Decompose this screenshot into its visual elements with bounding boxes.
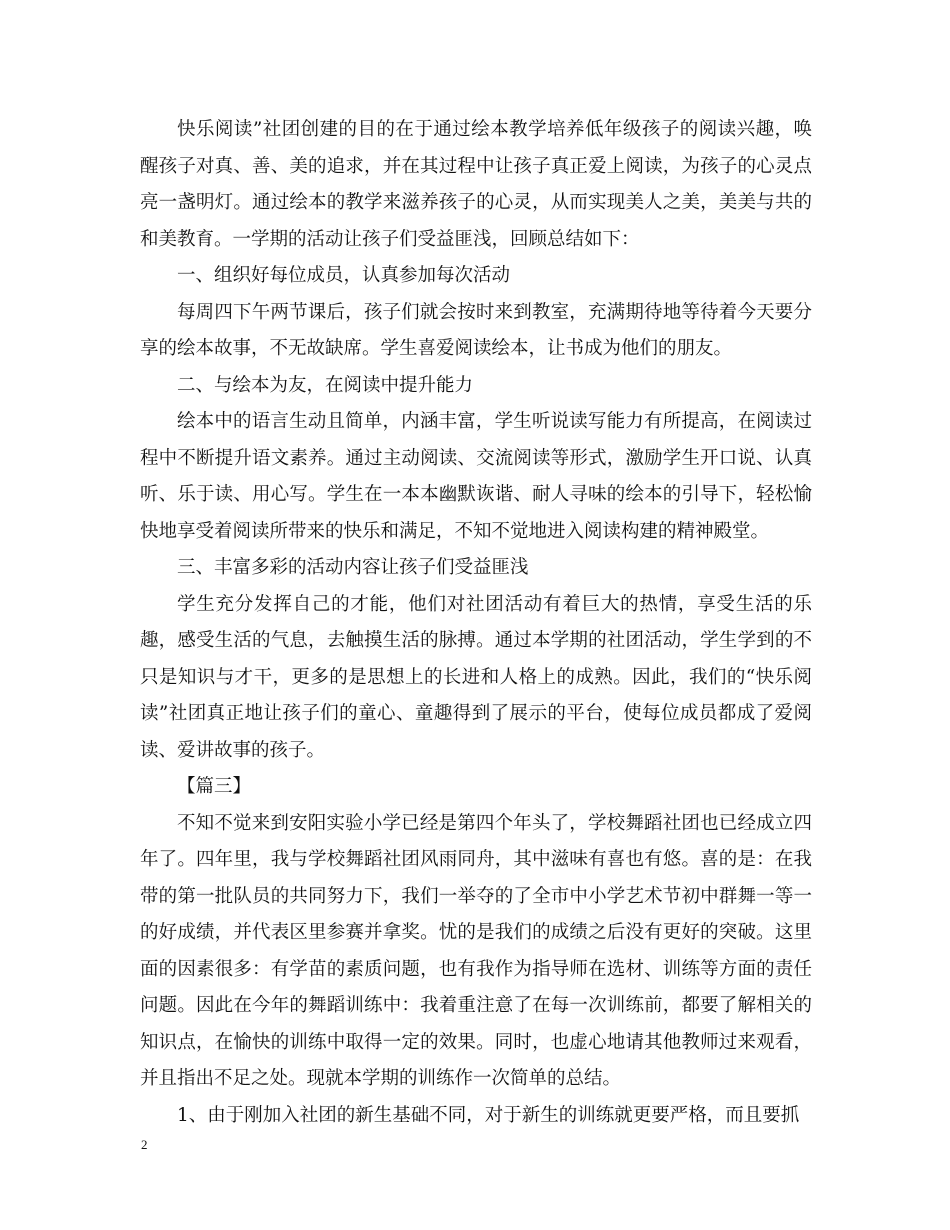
paragraph-section-3: 学生充分发挥自己的才能，他们对社团活动有着巨大的热情，享受生活的乐趣，感受生活的气息，去触摸生活的脉搏。通过本学期的社团活动，学生学到的不只是知识与才干，更多的是思想上的长进和人格上的成熟。因此，我们的“快乐阅读”社团真正地让孩子们的童心、童趣得到了展示的平台，使每位成员都成了爱阅读、爱讲故事的孩子。 xyxy=(140,593,812,761)
heading-part-three: 【篇三】 xyxy=(177,776,252,797)
heading-section-2: 二、与绘本为友，在阅读中提升能力 xyxy=(177,374,474,396)
paragraph-dance-club: 不知不觉来到安阳实验小学已经是第四个年头了，学校舞蹈社团也已经成立四年了。四年里，我与学校舞蹈社团风雨同舟，其中滋味有喜也有悠。喜的是：在我带的第一批队员的共同努力下，我们一举夺的了全市中小学艺术节初中群舞一等一的好成绩，并代表区里参赛并拿奖。忧的是我们的成绩之后没有更好的突破。这里面的因素很多：有学苗的素质问题，也有我作为指导师在选材、训练等方面的责任问题。因此在今年的舞蹈训练中：我着重注意了在每一次训练前，都要了解相关的知识点，在愉快的训练中取得一定的效果。同时，也虚心地请其他教师过来观看，并且指出不足之处。现就本学期的训练作一次简单的总结。 xyxy=(140,812,812,1089)
page-number: 2 xyxy=(141,1137,148,1152)
paragraph-section-1: 每周四下午两节课后，孩子们就会按时来到教室，充满期待地等待着今天要分享的绘本故事，不无故缺席。学生喜爱阅读绘本，让书成为他们的朋友。 xyxy=(140,301,812,359)
heading-section-1: 一、组织好每位成员，认真参加每次活动 xyxy=(177,265,511,286)
paragraph-intro: 快乐阅读”社团创建的目的在于通过绘本教学培养低年级孩子的阅读兴趣，唤醒孩子对真、善、美的追求，并在其过程中让孩子真正爱上阅读，为孩子的心灵点亮一盏明灯。通过绘本的教学来滋养孩子的心灵，从而实现美人之美，美美与共的和美教育。一学期的活动让孩子们受益匪浅，回顾总结如下： xyxy=(140,119,812,250)
document-body xyxy=(140,112,812,1134)
heading-section-3: 三、丰富多彩的活动内容让孩子们受益匪浅 xyxy=(177,557,529,578)
paragraph-section-2: 绘本中的语言生动且简单，内涵丰富，学生听说读写能力有所提高，在阅读过程中不断提升语文素养。通过主动阅读、交流阅读等形式，激励学生开口说、认真听、乐于读、用心写。学生在一本本幽默诙谐、耐人寻味的绘本的引导下，轻松愉快地享受着阅读所带来的快乐和满足，不知不觉地进入阅读构建的精神殿堂。 xyxy=(140,411,812,542)
paragraph-item-1: 1、由于刚加入社团的新生基础不同，对于新生的训练就更要严格，而且要抓 xyxy=(177,1104,800,1126)
